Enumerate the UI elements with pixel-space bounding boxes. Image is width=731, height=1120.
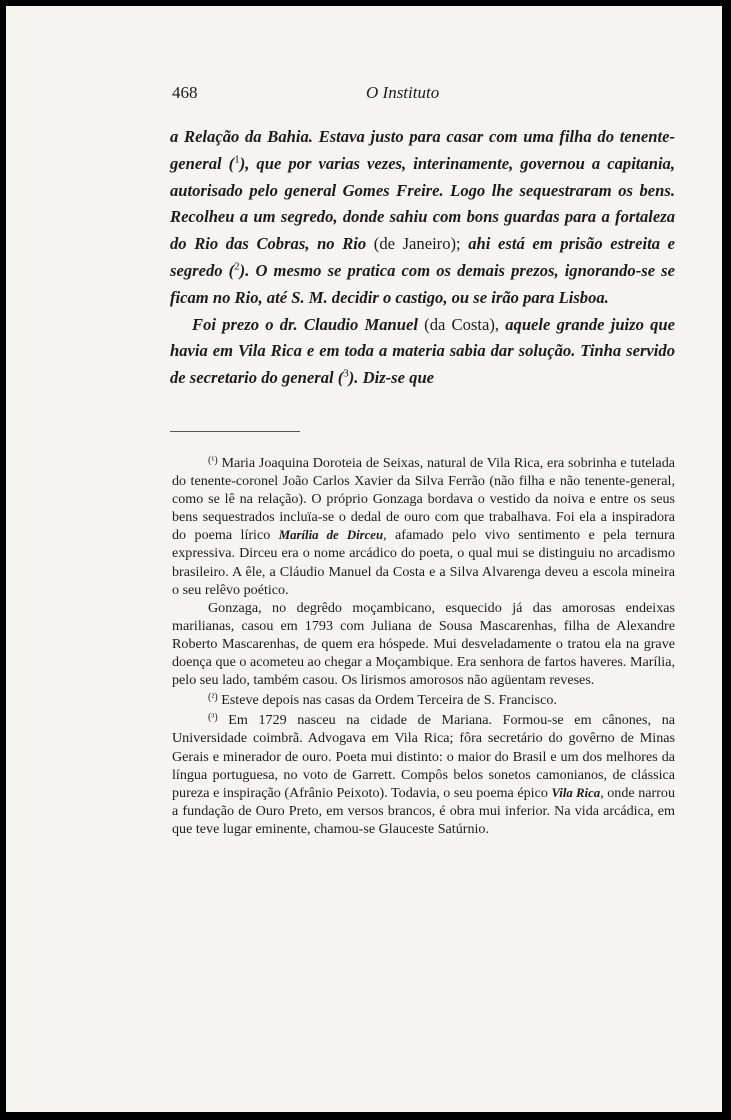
running-title: O Instituto bbox=[366, 83, 440, 102]
footnote-mark-1: (¹) bbox=[208, 455, 218, 466]
footnote-1-continued: Gonzaga, no degrêdo moçambicano, esquecido já das amorosas endeixas marilianas, casou em 1793 com Juliana de Sousa Mascarenhas, filha de Alexandre Roberto Mascarenhas, de quem era hóspede. Mui desveladamente o tratou ela na grave doença que o acometeu ao chegar a Moçambique. Era senhora de fartos haveres. Marília, pelo seu lado, também casou. Os lirismos amorosos não agüentam reveses. bbox=[172, 599, 675, 689]
page-number: 468 bbox=[172, 83, 198, 102]
footnote-mark-3: (³) bbox=[208, 712, 218, 724]
footnotes bbox=[172, 452, 675, 838]
footnote-ref-3[interactable]: 3 bbox=[343, 367, 349, 380]
page-header bbox=[170, 83, 675, 107]
book-page bbox=[6, 6, 722, 1112]
footnote-3: $^{(^3)}$ Em 1729 nasceu na cidade de Mariana. Formou-se em cânones, na Universidade coimbrã. Advogava em Vila Rica; fôra secretário do govêrno de Minas Gerais e minerador de ouro. Poeta mui distinto: o maior do Brasil e um dos melhores da língua portuguesa, no voto de Garrett. Compôs belos sonetos camonianos, de clássica pureza e inspiração (Afrânio Peixoto). Todavia, o seu poema épico Vila Rica, onde narrou a fundação de Ouro Preto, em versos brancos, é obra mui inferior. Na vida arcádica, em que teve lugar eminente, chamou-se Glauceste Satúrnio. bbox=[172, 712, 675, 837]
main-text bbox=[170, 124, 675, 392]
footnote-ref-2[interactable]: 2 bbox=[234, 260, 240, 273]
footnote-separator bbox=[170, 431, 300, 432]
main-paragraph-1: a Relação da Bahia. Estava justo para casar com uma filha do tenente-general ($^1$), que por varias vezes, interinamente, governou a capitania, autorisado pelo general Gomes Freire. Logo lhe sequestraram os bens. Recolheu a um segredo, donde sahiu com bons guardas para a fortaleza do Rio das Cobras, no Rio (de Janeiro); ahi está em prisão estreita e segredo ($^2$). O mesmo se pratica com os demais prezos, ignorando-se se ficam no Rio, até S. M. decidir o castigo, ou se irão para Lisboa. bbox=[170, 127, 675, 307]
main-paragraph-2: Foi prezo o dr. Claudio Manuel (da Costa), aquele grande juizo que havia em Vila Rica e em toda a materia sabia dar solução. Tinha servido de secretario do general ($^3$). Diz-se que bbox=[170, 314, 675, 388]
footnote-mark-2: (²) bbox=[208, 692, 218, 704]
footnote-1: $^{(^1)}$ Maria Joaquina Doroteia de Seixas, natural de Vila Rica, era sobrinha e tutelada do tenente-coronel João Carlos Xavier da Silva Ferrão (não filha e não tenente-general, como se lê na relação). O próprio Gonzaga bordava o vestido da noiva e entre os seus bens sequestrados incluïa-se o dedal de ouro com que trabalhava. Foi ela a inspiradora do poema lírico Marília de Dirceu, afamado pelo vivo sentimento e pela ternura expressiva. Dirceu era o nome arcádico do poeta, o qual mui se distinguiu no arcadismo brasileiro. A êle, a Cláudio Manuel da Costa e a Silva Alvarenga deveu a escola mineira o seu relêvo poético. bbox=[172, 455, 675, 598]
footnote-ref-1[interactable]: 1 bbox=[234, 153, 240, 166]
footnote-2: $^{(^2)}$ Esteve depois nas casas da Ordem Terceira de S. Francisco. bbox=[208, 692, 557, 709]
